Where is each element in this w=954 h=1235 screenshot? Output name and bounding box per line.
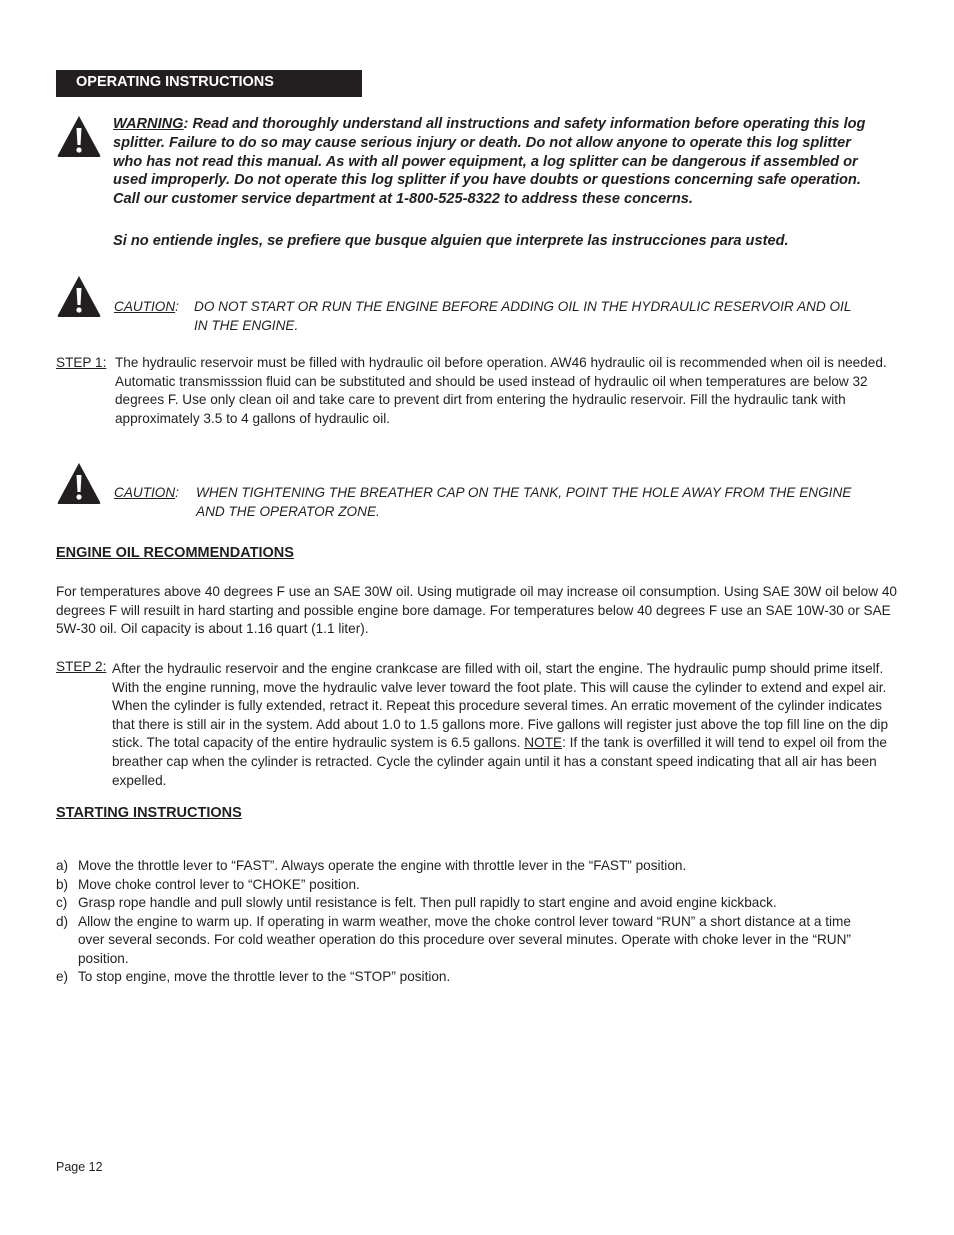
caution-text: WHEN TIGHTENING THE BREATHER CAP ON THE TANK, POINT THE HOLE AWAY FROM THE ENGINE AND THE OPERATOR ZONE. bbox=[196, 485, 852, 519]
step-2-text: After the hydraulic reservoir and the engine crankcase are filled with oil, start the engine. The hydraulic pump should prime itself. With the engine running, move the hydraulic valve lever toward the foot plate. This will cause the cylinder to extend and expel air. When the cylinder is fully extended, retract it. Repeat this procedure several times. An erratic movement of the cylinder indicates that there is still air in the system. Add about 1.0 to 1.5 gallons more. Five gallons will register just above the top fill line on the dip stick. The total capacity of the entire hydraulic system is 6.5 gallons. NOTE: If the tank is overfilled it will tend to expel oil from the breather cap when the cylinder is retracted. Cycle the cylinder again until it has a constant speed indicating that all air has been expelled. bbox=[112, 661, 889, 788]
list-item: e) To stop engine, move the throttle lever to the “STOP” position. bbox=[56, 969, 451, 984]
list-item: a) Move the throttle lever to “FAST”. Always operate the engine with throttle lever in the “FAST” position. bbox=[56, 858, 687, 873]
note-label: NOTE bbox=[524, 735, 563, 751]
caution-label: CAUTION: bbox=[114, 485, 179, 500]
warning-exclamation-icon bbox=[56, 114, 102, 158]
caution-exclamation-icon bbox=[56, 461, 102, 505]
starting-instructions-list bbox=[56, 857, 876, 987]
warning-paragraph bbox=[113, 115, 873, 209]
step-1-text: The hydraulic reservoir must be filled with hydraulic oil before operation. AW46 hydraulic oil is recommended when oil is needed. Automatic transmisssion fluid can be substituted and should be used instead of hydraulic oil when temperatures are below 32 degrees F. Use only clean oil and take care to prevent dirt from entering the hydraulic reservoir. Fill the hydraulic tank with approximately 3.5 to 4 gallons of hydraulic oil. bbox=[115, 355, 887, 426]
caution-label: CAUTION: bbox=[114, 299, 179, 314]
engine-oil-heading: ENGINE OIL RECOMMENDATIONS bbox=[56, 545, 294, 561]
section-title: OPERATING INSTRUCTIONS bbox=[76, 74, 274, 90]
step-2-label: STEP 2: bbox=[56, 659, 107, 674]
section-title-banner bbox=[56, 70, 362, 97]
page-number: Page 12 bbox=[56, 1160, 103, 1174]
engine-oil-text: For temperatures above 40 degrees F use an SAE 30W oil. Using mutigrade oil may increase oil consumption. Using SAE 30W oil below 40 degrees F will resuilt in hard starting and possible engine bore damage. For temperatures below 40 degrees F use an SAE 10W-30 or SAE 5W-30 oil. Oil capacity is about 1.16 quart (1.1 liter). bbox=[56, 584, 897, 637]
caution-exclamation-icon bbox=[56, 274, 102, 318]
warning-label: WARNING bbox=[113, 116, 184, 132]
warning-text: : Read and thoroughly understand all instructions and safety information before operating this log splitter. Failure to do so may cause serious injury or death. Do not allow anyone to operate this log splitter who has not read this manual. As with all power equipment, a log splitter can be dangerous if assembled or used improperly. Do not operate this log splitter if you have doubts or questions concerning safe operation. Call our customer service department at 1-800-525-8322 to address these concerns. bbox=[113, 116, 866, 208]
spanish-notice: Si no entiende ingles, se prefiere que busque alguien que interprete las instrucciones para usted. bbox=[113, 233, 789, 249]
list-item: c) Grasp rope handle and pull slowly until resistance is felt. Then pull rapidly to start engine and avoid engine kickback. bbox=[56, 895, 777, 910]
list-item: b) Move choke control lever to “CHOKE” position. bbox=[56, 876, 360, 892]
list-item: d) Allow the engine to warm up. If operating in warm weather, move the choke control lever toward “RUN” a short distance at a time over several seconds. For cold weather operation do this procedure over several minutes. Operate with choke lever in the “RUN” position. bbox=[56, 913, 851, 966]
starting-instructions-heading: STARTING INSTRUCTIONS bbox=[56, 805, 242, 821]
caution-text: DO NOT START OR RUN THE ENGINE BEFORE ADDING OIL IN THE HYDRAULIC RESERVOIR AND OIL IN THE ENGINE. bbox=[194, 299, 852, 333]
step-1-label: STEP 1: bbox=[56, 355, 107, 370]
